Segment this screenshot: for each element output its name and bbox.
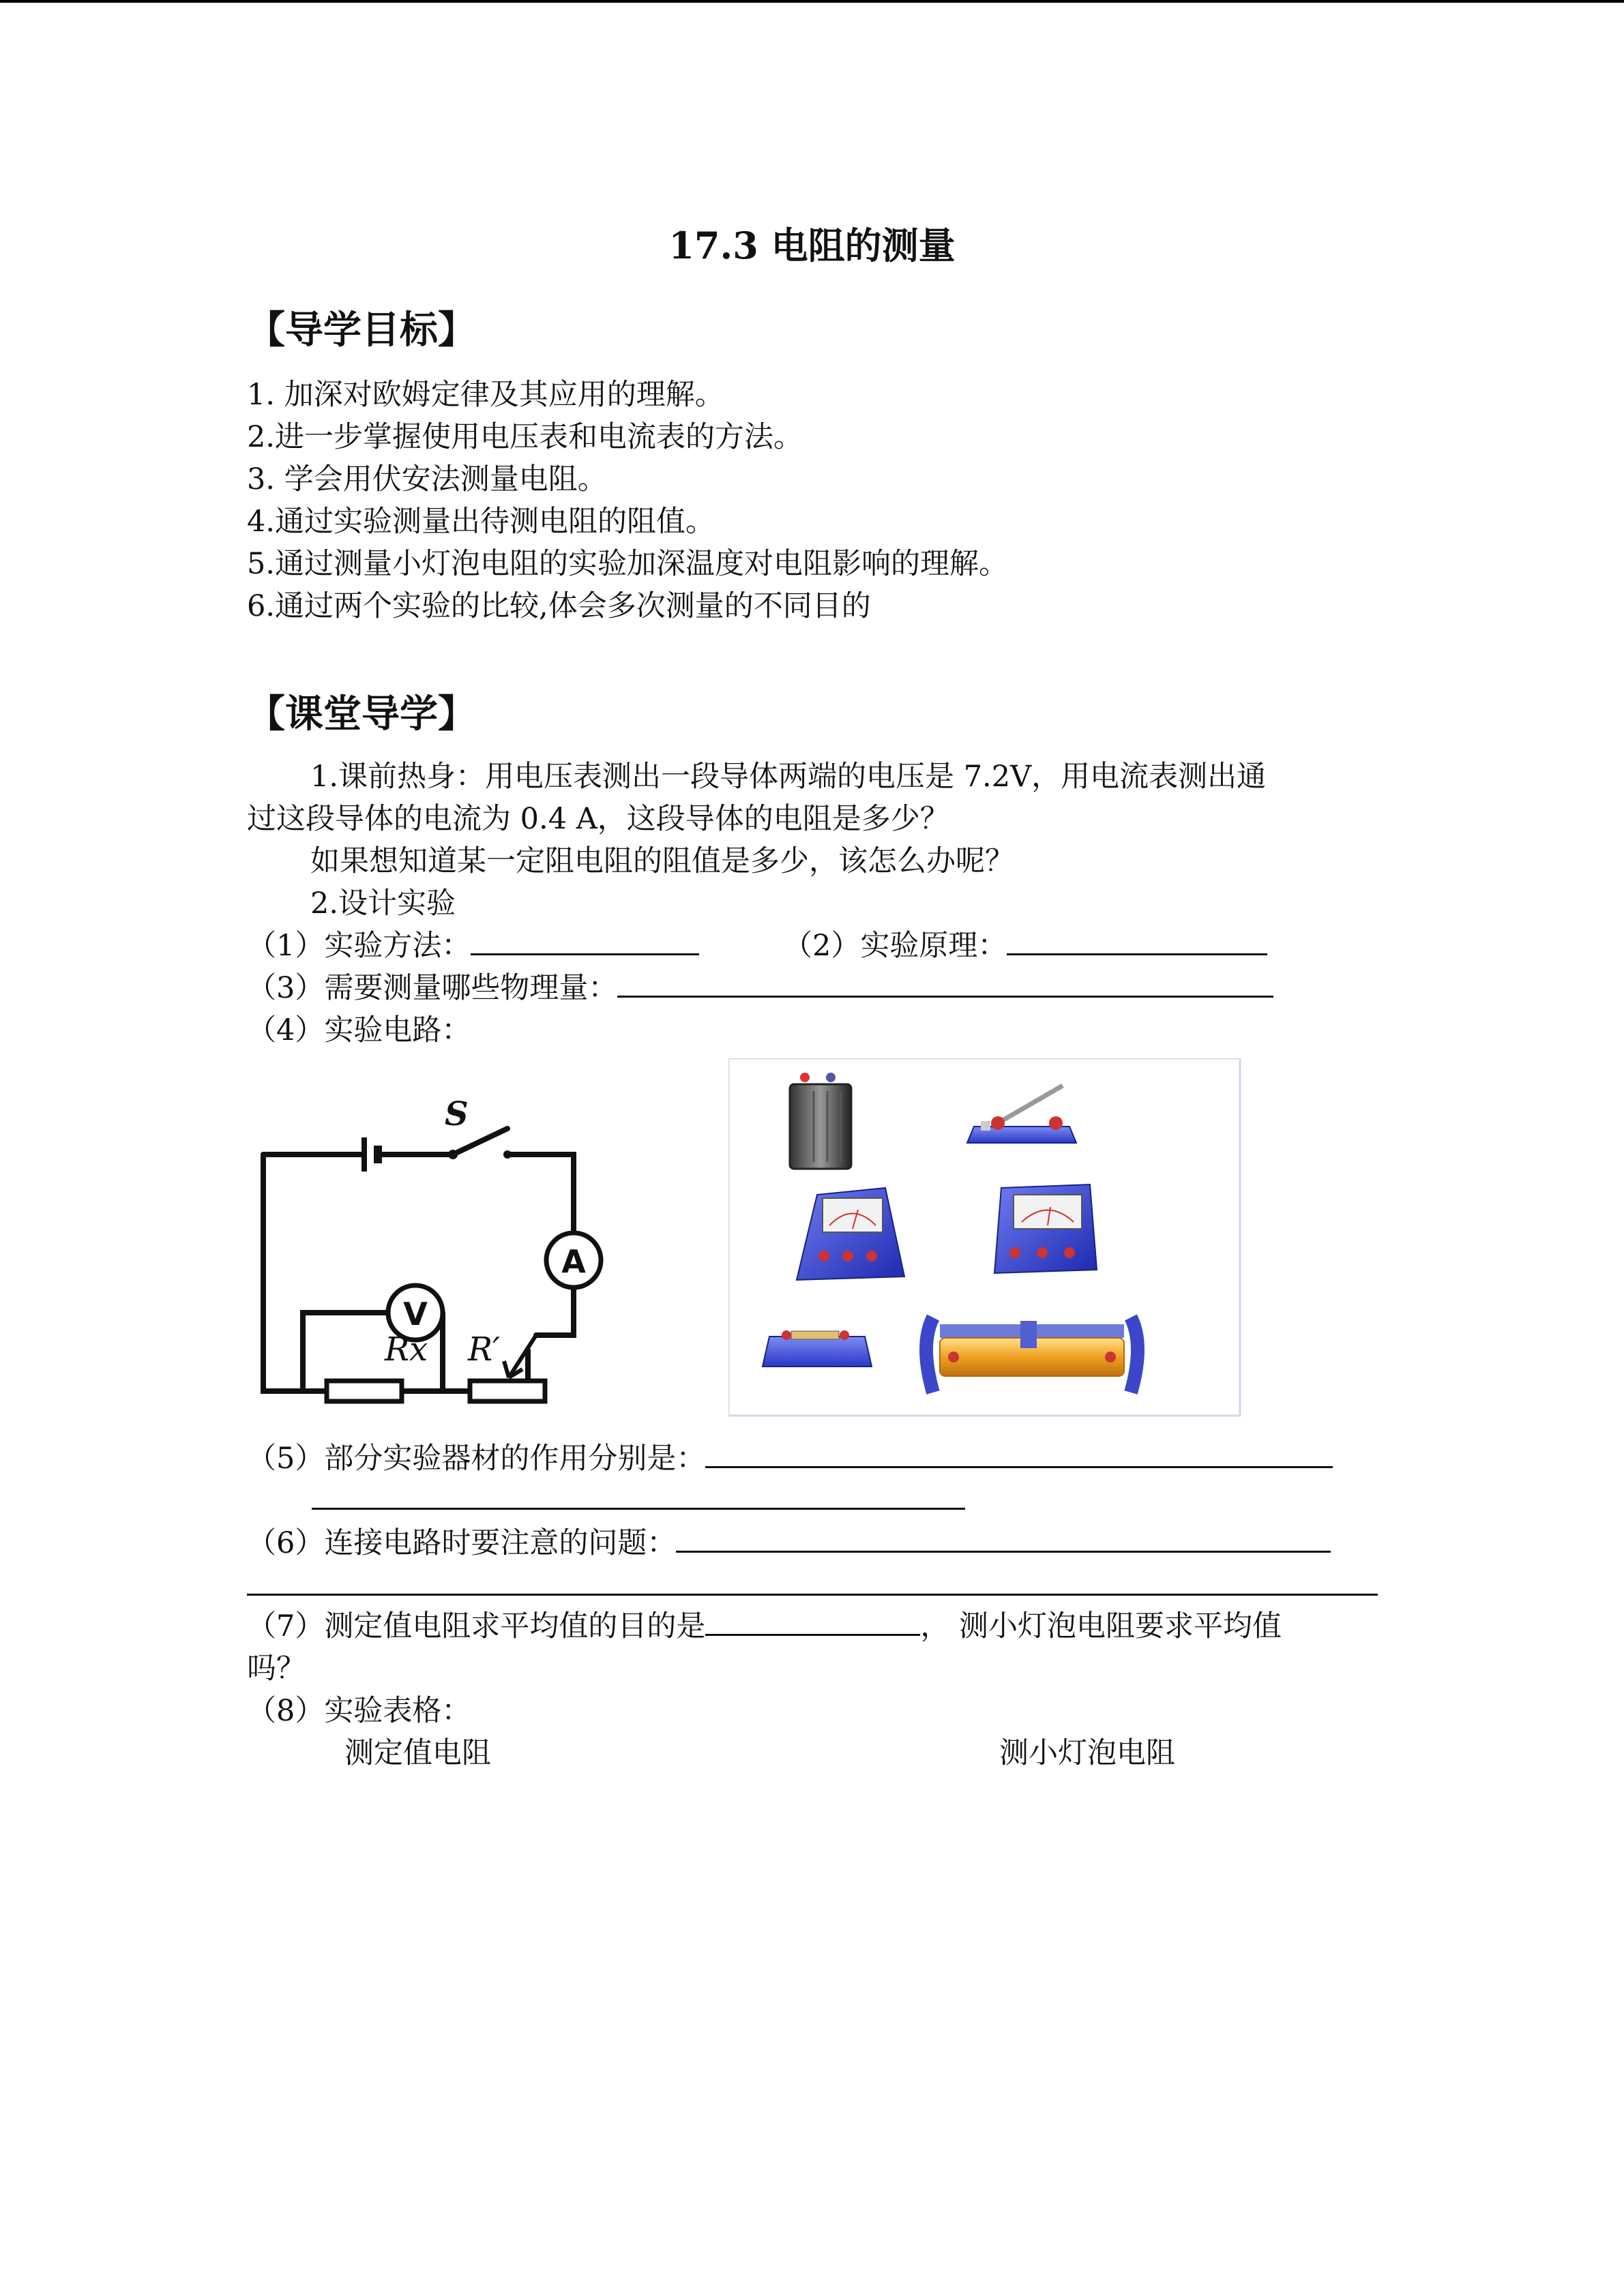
q3-label: （3）需要测量哪些物理量： (247, 971, 618, 1005)
q5-equipment (247, 1435, 1333, 1477)
wire-right-down (536, 1287, 574, 1335)
q6-connection (247, 1520, 1331, 1562)
rheostat-icon (470, 1381, 545, 1401)
q7-label: （7）测定值电阻求平均值的目的是 (247, 1609, 706, 1643)
question-text: 如果想知道某一定阻电阻的阻值是多少，该怎么办呢？ (310, 844, 1014, 878)
q4-circuit-label: （4）实验电路： (247, 1013, 471, 1047)
objective-item: 4.通过实验测量出待测电阻的阻值。 (247, 505, 715, 539)
objective-item: 5.通过测量小灯泡电阻的实验加深温度对电阻影响的理解。 (247, 547, 1009, 581)
table-caption-fixed-resistor: 测定值电阻 (344, 1736, 491, 1770)
objective-item: 2.进一步掌握使用电压表和电流表的方法。 (247, 420, 803, 454)
objective-item: 3. 学会用伏安法测量电阻。 (247, 462, 607, 496)
q7-label-end: 吗？ (247, 1652, 306, 1686)
resistor-rx-icon (327, 1381, 402, 1401)
switch-pivot (448, 1150, 458, 1159)
q5-answer-blank-line2[interactable] (312, 1508, 965, 1510)
page-title: 17.3 电阻的测量 (668, 224, 956, 267)
warmup-text-line1: 1.课前热身：用电压表测出一段导体两端的电压是 7.2V，用电流表测出通 (310, 760, 1267, 794)
ammeter-label: A (561, 1243, 586, 1280)
switch-label: S (445, 1095, 469, 1133)
switch-contact (503, 1150, 512, 1159)
section-heading-objectives: 【导学目标】 (247, 308, 476, 353)
q2-principle (783, 923, 1267, 964)
rx-label: Rx (385, 1330, 428, 1369)
q5-answer-blank[interactable] (705, 1439, 1333, 1468)
q2-answer-blank[interactable] (1007, 926, 1267, 955)
q7-average (247, 1603, 1282, 1645)
q3-quantities (247, 965, 1273, 1007)
warmup-text-line2: 过这段导体的电流为 0.4 A，这段导体的电阻是多少？ (247, 802, 949, 836)
q1-answer-blank[interactable] (471, 926, 699, 955)
q2-label: （2）实验原理： (783, 929, 1007, 963)
circuit-diagram (255, 1091, 610, 1405)
q7-label-cont: ， 测小灯泡电阻要求平均值 (920, 1609, 1282, 1643)
section-heading-classroom: 【课堂导学】 (247, 691, 476, 736)
page-top-border (0, 0, 1624, 3)
q1-method (247, 923, 699, 964)
wire-top-right (509, 1154, 574, 1233)
battery-icon (790, 1073, 851, 1169)
q8-table-label: （8）实验表格： (247, 1694, 471, 1728)
q6-label: （6）连接电路时要注意的问题： (247, 1526, 677, 1560)
voltmeter-label: V (403, 1296, 428, 1332)
wire-left (263, 1154, 327, 1391)
objective-item: 1. 加深对欧姆定律及其应用的理解。 (247, 378, 724, 412)
table-caption-lamp: 测小灯泡电阻 (999, 1736, 1175, 1770)
q7-answer-blank[interactable] (705, 1607, 920, 1636)
equipment-illustration (728, 1058, 1241, 1417)
q6-answer-blank[interactable] (676, 1523, 1331, 1553)
q5-label: （5）部分实验器材的作用分别是： (247, 1442, 706, 1476)
q1-label: （1）实验方法： (247, 929, 471, 963)
rprime-label: R′ (468, 1330, 501, 1369)
design-heading: 2.设计实验 (310, 886, 456, 921)
rheostat-arrow-icon (504, 1335, 536, 1377)
objective-item: 6.通过两个实验的比较,体会多次测量的不同目的 (247, 589, 871, 623)
q3-answer-blank[interactable] (617, 968, 1273, 998)
q6-answer-blank-line2[interactable] (247, 1594, 1378, 1596)
voltmeter-device-icon (994, 1184, 1097, 1273)
